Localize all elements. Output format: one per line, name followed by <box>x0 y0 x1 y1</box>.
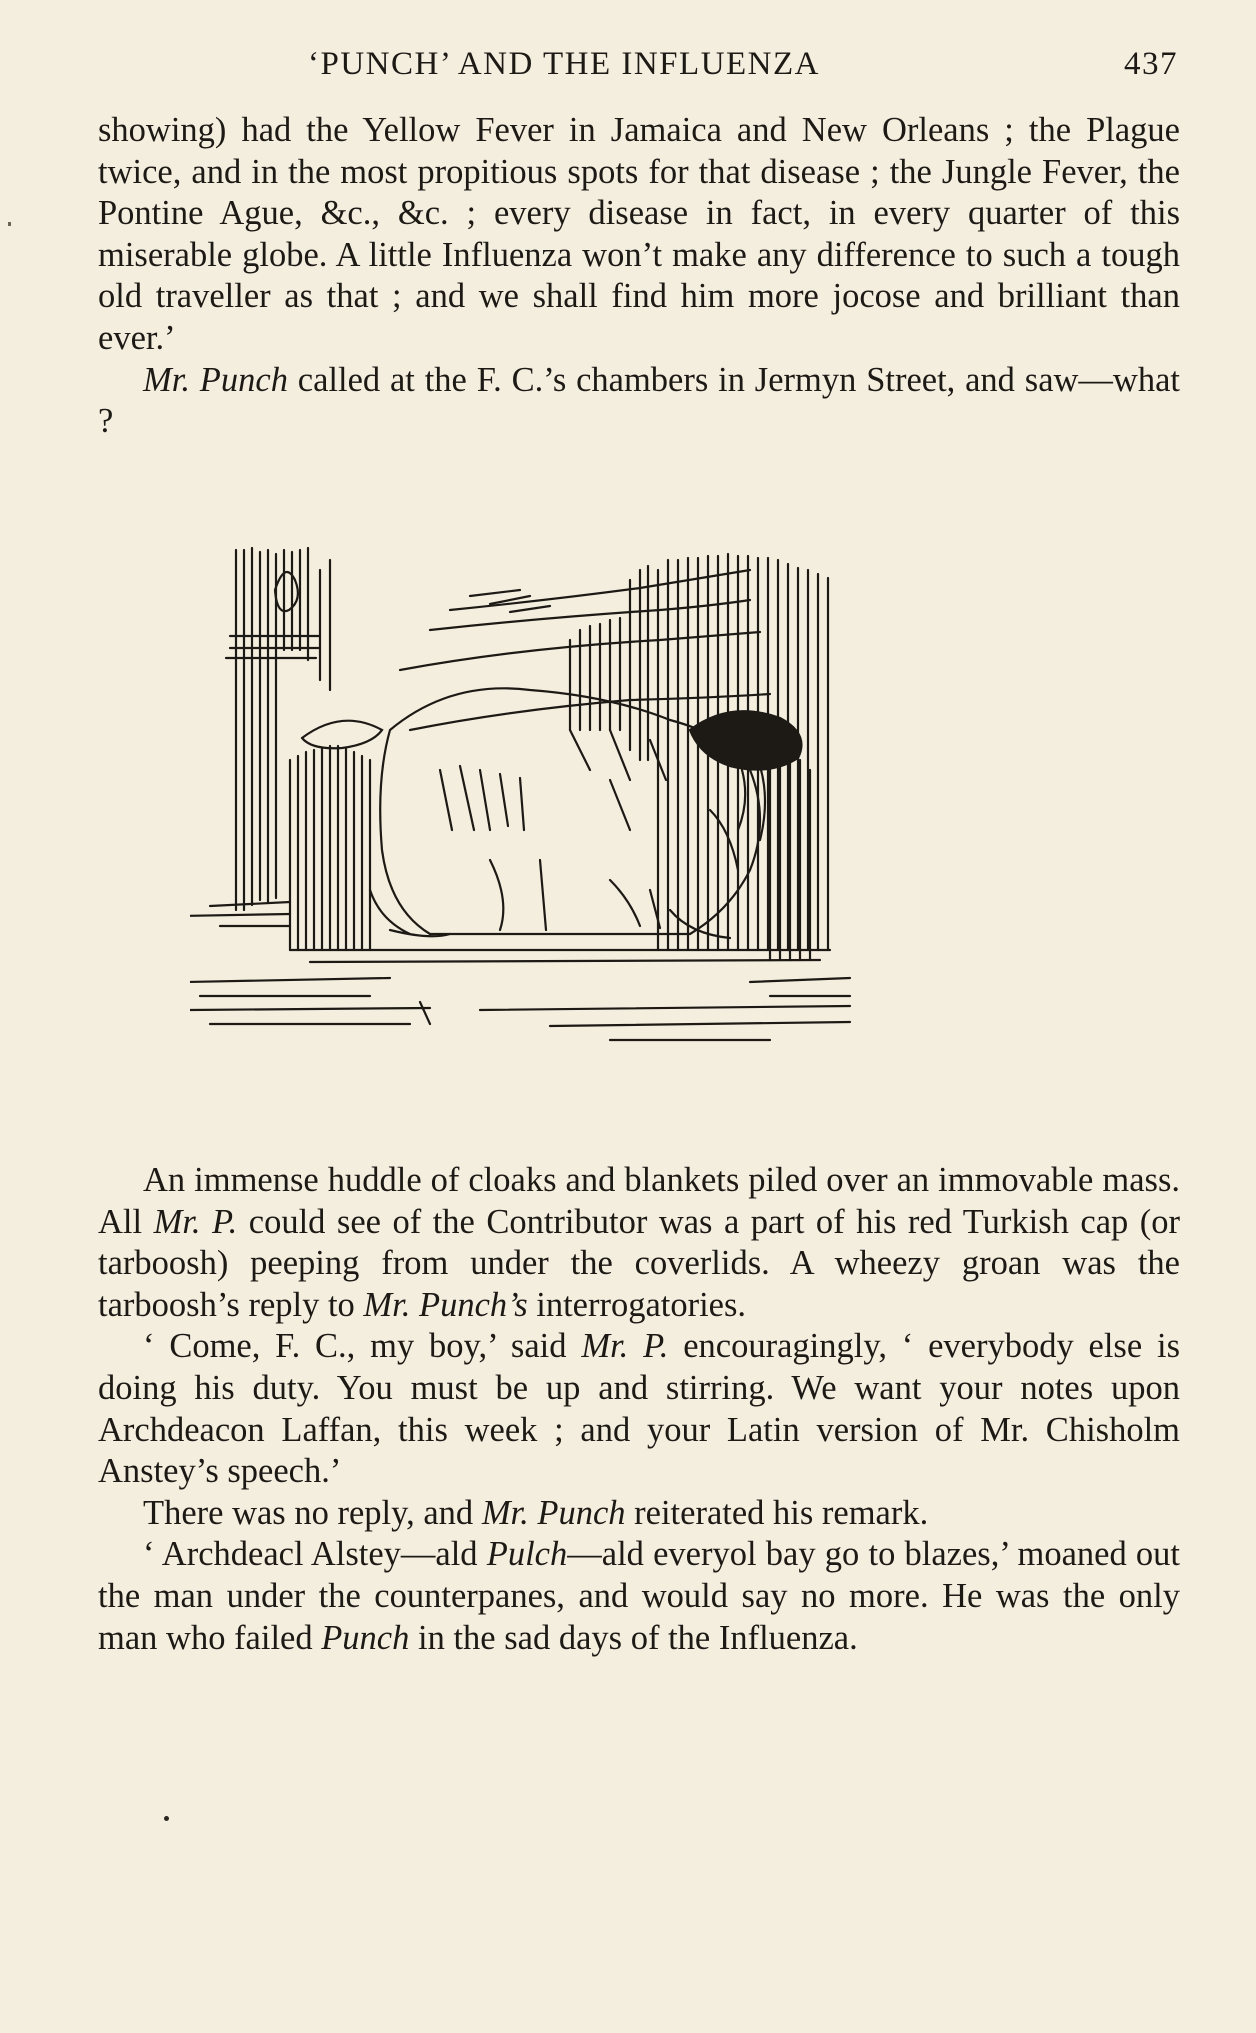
paragraph-text: in the sad days of the Influenza. <box>409 1618 858 1657</box>
paragraph-come <box>98 1326 1180 1492</box>
bed-huddle-illustration <box>190 530 1080 1120</box>
paragraph-continued: showing) had the Yellow Fever in Jamaica and New Orleans ; the Plague twice, and in the most propitious spots for that disease ; the Jungle Fever, the Pontine Ague, &c., &c. ; every disease in fact, in every quarter of this miserable globe. A little Influenza won’t make any difference to such a tough old traveller as that ; and we shall find him more jocose and brilliant than ever.’ <box>98 111 1180 357</box>
margin-mark <box>8 222 11 226</box>
paragraph-text: encouragingly, ‘ everybody else is doing his duty. You must be up and stirring. We want your notes upon Archdeacon Laffan, this week ; and your Latin version of Mr. Chisholm Anstey’s speech.’ <box>98 1327 1181 1491</box>
paragraph-huddle <box>98 1160 1180 1326</box>
italic-name: Punch <box>321 1618 410 1657</box>
italic-name: Mr. Punch’s <box>363 1285 528 1324</box>
paragraph-text: reiterated his remark. <box>625 1493 929 1532</box>
running-title: ‘PUNCH’ AND THE INFLUENZA <box>308 46 821 82</box>
paragraph-text: could see of the Contributor was a part of his red Turkish cap (or tarboosh) peeping from under the coverlids. A wheezy groan was the tarboosh’s reply to <box>98 1202 1180 1324</box>
paragraph-text: ‘ Come, F. C., my boy,’ said <box>143 1327 582 1366</box>
running-head <box>96 46 1178 86</box>
ink-speck <box>164 1816 169 1821</box>
paragraph-archdeacl <box>98 1534 1180 1659</box>
page-number: 437 <box>1124 46 1178 82</box>
paragraph-text: interrogatories. <box>527 1285 747 1324</box>
italic-name: Mr. Punch <box>481 1493 626 1532</box>
paragraph-text: —ald everyol bay go to blazes,’ moaned out the man under the counterpanes, and would say no more. He was the only man who failed <box>98 1535 1180 1657</box>
italic-name: Mr. Punch <box>143 360 288 399</box>
paragraph-text: ‘ Archdeacl Alstey—ald <box>143 1535 487 1574</box>
bed-huddle-illustration-drawing <box>190 530 1080 1120</box>
top-text-block <box>98 110 1180 443</box>
italic-name: Pulch <box>486 1535 568 1574</box>
italic-name: Mr. P. <box>581 1327 669 1366</box>
paragraph-no-reply <box>98 1493 1180 1535</box>
paragraph-text: An immense huddle of cloaks and blankets piled over an immovable mass. All <box>98 1161 1180 1241</box>
bottom-text-block <box>98 1160 1180 1659</box>
paragraph-called <box>98 360 1180 443</box>
paragraph-text: called at the F. C.’s chambers in Jermyn Street, and saw—what ? <box>98 360 1180 441</box>
italic-name: Mr. P. <box>153 1202 238 1241</box>
paragraph-text: There was no reply, and <box>143 1493 482 1532</box>
